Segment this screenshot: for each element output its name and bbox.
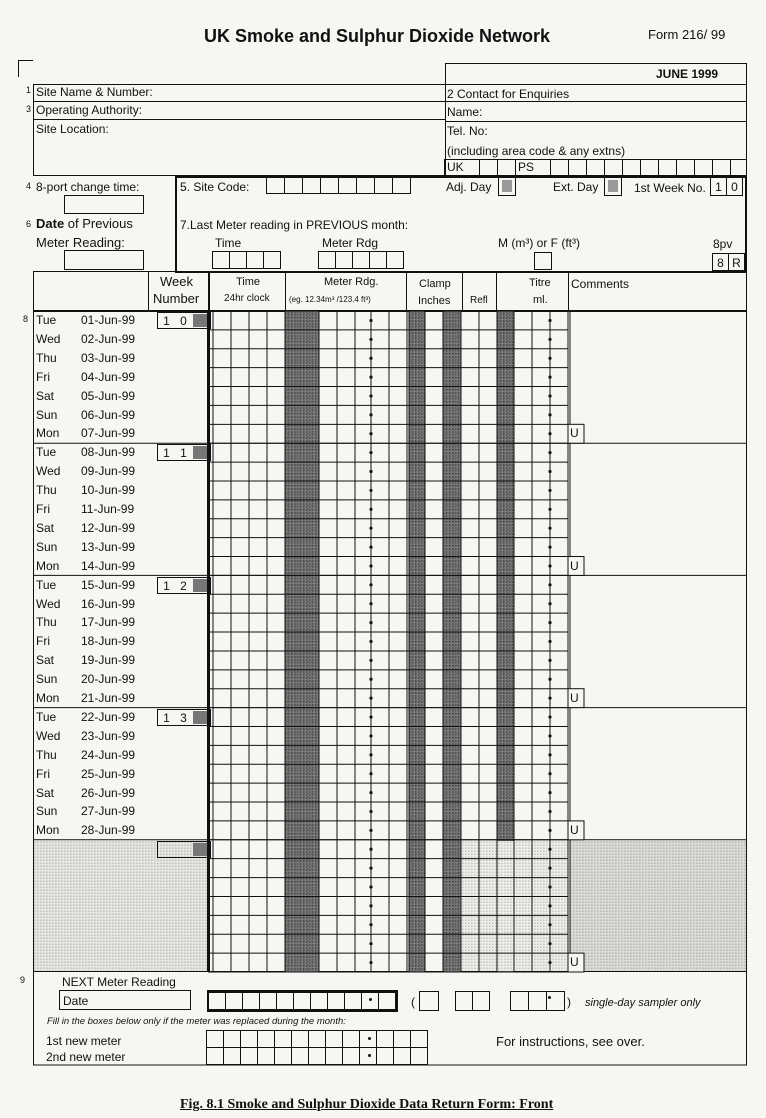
day-name: Mon — [36, 691, 60, 705]
day-date: 14-Jun-99 — [81, 558, 136, 573]
name-label: Name: — [447, 105, 483, 119]
day-name: Sat — [36, 785, 55, 800]
day-name: Thu — [36, 615, 57, 630]
day-name: Mon — [36, 823, 60, 838]
operating-authority-label: Operating Authority: — [36, 103, 143, 117]
day-name: Sun — [36, 407, 58, 422]
week-number-box[interactable]: 1 3 — [157, 709, 211, 726]
fill-note: Fill in the boxes below only if the meter was replaced during the month: — [47, 1016, 346, 1027]
day-name: Sat — [36, 388, 55, 403]
day-date: 01-Jun-99 — [81, 313, 136, 327]
contact-label: 2 Contact for Enquiries — [447, 87, 570, 101]
tel-number-boxes[interactable]: UK PS — [445, 159, 731, 176]
day-date: 23-Jun-99 — [81, 728, 136, 743]
time-label: Time — [215, 236, 242, 250]
day-date: 21-Jun-99 — [81, 691, 136, 705]
first-week-label: 1st Week No. — [634, 181, 706, 195]
month-label: JUNE 1999 — [656, 67, 719, 81]
single-day-note: single-day sampler only — [585, 997, 701, 1009]
day-name: Mon — [36, 558, 60, 573]
meter-rdg-label: Meter Rdg — [322, 236, 379, 250]
pv-boxes[interactable]: 8 R — [713, 253, 745, 271]
instructions-note: For instructions, see over. — [496, 1034, 645, 1049]
day-date: 13-Jun-99 — [81, 539, 136, 554]
next-titre-boxes[interactable] — [511, 991, 565, 1011]
form-number: Form 216/ 99 — [648, 27, 726, 42]
day-date: 16-Jun-99 — [81, 596, 136, 611]
day-name: Thu — [36, 747, 57, 762]
day-name: Tue — [36, 709, 57, 724]
day-date: 22-Jun-99 — [81, 709, 136, 724]
day-name: Tue — [36, 313, 57, 327]
day-name: Wed — [36, 596, 61, 611]
day-name: Sun — [36, 672, 58, 687]
day-name: Wed — [36, 464, 61, 479]
day-date: 09-Jun-99 — [81, 464, 136, 479]
col-clamp: Clamp — [419, 278, 451, 290]
day-name: Thu — [36, 350, 57, 365]
day-date: 04-Jun-99 — [81, 369, 136, 384]
form-title: UK Smoke and Sulphur Dioxide Network — [204, 26, 551, 46]
u-mark: U — [570, 426, 579, 441]
day-date: 26-Jun-99 — [81, 785, 136, 800]
day-date: 19-Jun-99 — [81, 653, 136, 668]
next-units-box[interactable] — [419, 991, 439, 1011]
site-location-label: Site Location: — [36, 122, 109, 136]
day-date: 15-Jun-99 — [81, 577, 136, 592]
day-name: Sun — [36, 804, 58, 819]
day-date: 18-Jun-99 — [81, 634, 136, 649]
second-new-meter-label: 2nd new meter — [46, 1050, 126, 1064]
next-meter-label: NEXT Meter Reading — [62, 975, 176, 989]
tel-label: Tel. No: — [447, 124, 488, 138]
day-name: Fri — [36, 766, 50, 781]
day-date: 03-Jun-99 — [81, 350, 136, 365]
day-date: 08-Jun-99 — [81, 445, 136, 460]
u-mark: U — [570, 955, 579, 970]
day-name: Fri — [36, 369, 50, 384]
day-name: Fri — [36, 502, 50, 516]
day-name: Sun — [36, 539, 58, 554]
day-name: Wed — [36, 331, 61, 346]
col-comments: Comments — [571, 277, 630, 291]
col-week: Week — [160, 274, 193, 289]
col-time: Time — [236, 276, 261, 288]
units-label: M (m³) or F (ft³) — [498, 236, 580, 250]
day-date: 12-Jun-99 — [81, 520, 136, 535]
day-date: 11-Jun-99 — [81, 502, 135, 516]
site-code-label: 5. Site Code: — [180, 180, 250, 194]
week-number-box[interactable]: 1 1 — [157, 444, 211, 461]
week-number-box[interactable]: 1 2 — [157, 577, 211, 594]
day-name: Sat — [36, 653, 55, 668]
day-date: 20-Jun-99 — [81, 672, 136, 687]
prev-date-label: Date of Previous — [36, 216, 133, 231]
day-date: 17-Jun-99 — [81, 615, 136, 630]
day-name: Mon — [36, 426, 60, 441]
port-change-label: 8-port change time: — [36, 180, 140, 194]
tel-note: (including area code & any extns) — [447, 144, 626, 158]
u-mark: U — [570, 822, 579, 837]
col-refl: Refl — [470, 295, 488, 306]
next-date-input[interactable]: Date — [59, 990, 191, 1010]
day-name: Tue — [36, 577, 57, 592]
ext-day-label: Ext. Day — [553, 180, 599, 194]
day-name: Tue — [36, 445, 57, 460]
day-date: 02-Jun-99 — [81, 331, 136, 346]
day-date: 28-Jun-99 — [81, 823, 136, 838]
day-date: 25-Jun-99 — [81, 766, 136, 781]
week-number-box[interactable] — [157, 841, 211, 858]
figure-caption: Fig. 8.1 Smoke and Sulphur Dioxide Data Return Form: Front — [180, 1097, 554, 1112]
first-week-boxes[interactable]: 1 0 — [711, 177, 743, 196]
u-mark: U — [570, 690, 579, 705]
day-name: Sat — [36, 520, 55, 535]
day-date: 07-Jun-99 — [81, 426, 136, 441]
site-name-label: Site Name & Number: — [36, 85, 153, 99]
next-refl-boxes[interactable] — [456, 991, 490, 1011]
first-new-meter-label: 1st new meter — [46, 1034, 122, 1048]
next-meter-boxes[interactable] — [207, 990, 398, 1012]
day-name: Fri — [36, 634, 50, 649]
col-titre: Titre — [529, 277, 551, 289]
day-name: Wed — [36, 728, 61, 743]
day-date: 27-Jun-99 — [81, 804, 136, 819]
u-mark: U — [570, 558, 579, 573]
day-date: 10-Jun-99 — [81, 483, 136, 498]
day-date: 06-Jun-99 — [81, 407, 136, 422]
day-name: Thu — [36, 483, 57, 498]
pv-label: 8pv — [713, 237, 733, 251]
day-date: 24-Jun-99 — [81, 747, 136, 762]
col-meter: Meter Rdg. — [324, 276, 379, 288]
adj-day-label: Adj. Day — [446, 180, 492, 194]
last-meter-label: 7.Last Meter reading in PREVIOUS month: — [180, 218, 409, 232]
week-number-box[interactable]: 1 0 — [157, 312, 211, 329]
day-date: 05-Jun-99 — [81, 388, 136, 403]
